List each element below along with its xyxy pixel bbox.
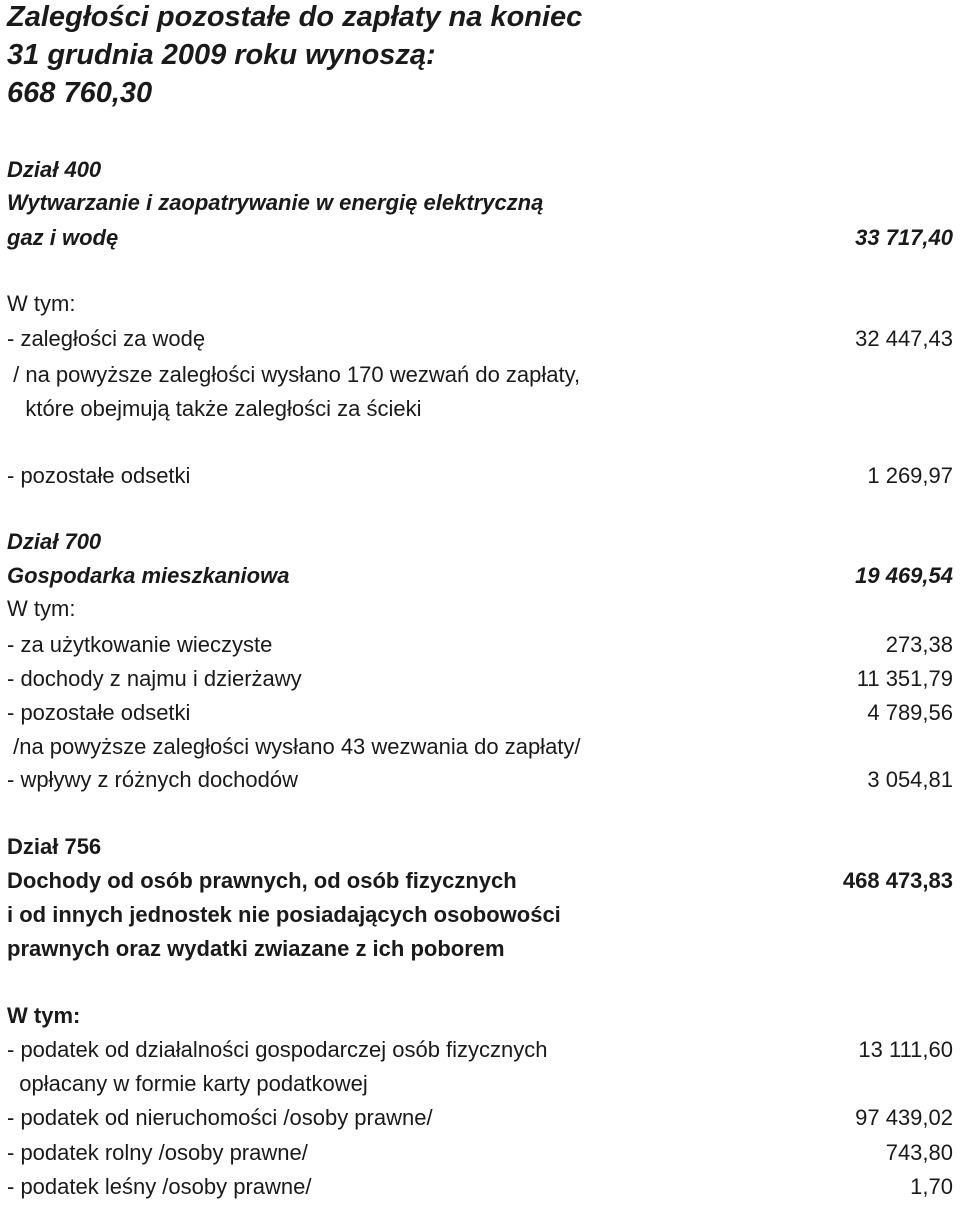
dzial-700-note: /na powyższe zaległości wysłano 43 wezwania do zapłaty/ <box>7 734 581 759</box>
dzial-756-title: Dział 756 <box>7 834 102 859</box>
dzial-400-title: Dział 400 <box>7 157 102 182</box>
dzial-400-note-line1: / na powyższe zaległości wysłano 170 wezwań do zapłaty, <box>7 362 581 387</box>
dzial-756-item-amount: 1,70 <box>910 1174 953 1199</box>
dzial-700-item-amount: 11 351,79 <box>856 666 953 691</box>
dzial-756-item-label: - podatek rolny /osoby prawne/ <box>7 1140 308 1165</box>
dzial-700-item-label: - pozostałe odsetki <box>7 700 191 725</box>
dzial-700-name: Gospodarka mieszkaniowa <box>7 563 290 588</box>
dzial-400-name-line2: gaz i wodę <box>7 225 119 250</box>
dzial-400-item-amount: 32 447,43 <box>855 326 953 351</box>
dzial-400-note-line2: które obejmują także zaległości za ścieki <box>7 396 422 421</box>
dzial-400-item-amount: 1 269,97 <box>867 463 953 488</box>
header-title-line2: 31 grudnia 2009 roku wynoszą: <box>7 39 436 71</box>
dzial-700-item-amount: 3 054,81 <box>867 767 953 792</box>
dzial-756-amount: 468 473,83 <box>842 868 953 893</box>
dzial-756-item-label: - podatek od nieruchomości /osoby prawne/ <box>7 1105 433 1130</box>
dzial-756-wtym-label: W tym: <box>7 1003 81 1028</box>
dzial-756-item-continuation: opłacany w formie karty podatkowej <box>7 1071 368 1096</box>
dzial-700-amount: 19 469,54 <box>855 563 953 588</box>
dzial-700-item-label: - za użytkowanie wieczyste <box>7 632 273 657</box>
dzial-400-wtym-label: W tym: <box>7 291 76 316</box>
dzial-700-title: Dział 700 <box>7 529 102 554</box>
header-total-amount: 668 760,30 <box>7 77 153 109</box>
dzial-700-item-amount: 4 789,56 <box>867 700 953 725</box>
dzial-756-item-amount: 743,80 <box>885 1140 953 1165</box>
dzial-756-name-line3: prawnych oraz wydatki zwiazane z ich poborem <box>7 936 505 961</box>
dzial-756-item-label: - podatek od działalności gospodarczej osób fizycznych <box>7 1037 548 1062</box>
dzial-700-wtym-label: W tym: <box>7 596 76 621</box>
dzial-400-amount: 33 717,40 <box>855 225 953 250</box>
dzial-756-item-amount: 13 111,60 <box>858 1037 953 1062</box>
dzial-756-name-line2: i od innych jednostek nie posiadających osobowości <box>7 902 561 927</box>
dzial-400-item-label: - pozostałe odsetki <box>7 463 191 488</box>
dzial-700-item-label: - wpływy z różnych dochodów <box>7 767 299 792</box>
dzial-756-item-label: - podatek leśny /osoby prawne/ <box>7 1174 312 1199</box>
dzial-400-name-line1: Wytwarzanie i zaopatrywanie w energię elektryczną <box>7 190 544 215</box>
dzial-756-item-amount: 97 439,02 <box>855 1105 953 1130</box>
dzial-700-item-amount: 273,38 <box>885 632 953 657</box>
dzial-756-name-line1: Dochody od osób prawnych, od osób fizycznych <box>7 868 517 893</box>
header-title-line1: Zaległości pozostałe do zapłaty na koniec <box>7 1 583 33</box>
dzial-700-item-label: - dochody z najmu i dzierżawy <box>7 666 302 691</box>
dzial-400-item-label: - zaległości za wodę <box>7 326 206 351</box>
